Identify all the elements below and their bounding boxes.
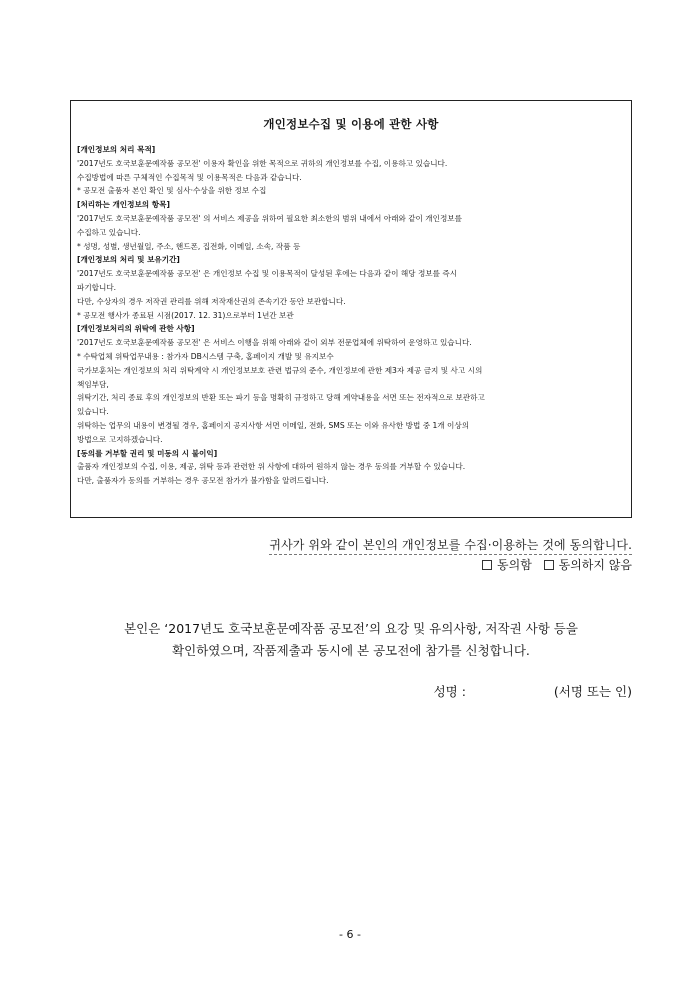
notice-section-heading: [동의를 거부할 권리 및 미동의 시 불이익]	[77, 448, 218, 458]
notice-line: 위탁기간, 처리 종료 후의 개인정보의 반환 또는 파기 등을 명확히 규정하고 당해 계약내용을 서면 또는 전자적으로 보관하고	[77, 393, 485, 403]
notice-line: '2017년도 호국보훈문예작품 공모전' 의 서비스 제공을 위하여 필요한 최소한의 범위 내에서 아래와 같이 개인정보를	[77, 213, 462, 223]
agree-option[interactable]	[482, 558, 532, 572]
signature-row	[434, 682, 632, 700]
notice-line: * 수탁업체 위탁업무내용 : 참가자 DB시스템 구축, 홈페이지 개발 및 유지보수	[77, 351, 334, 361]
notice-line: 위탁하는 업무의 내용이 변경될 경우, 홈페이지 공지사항 서면 이메일, 전화, SMS 또는 이와 유사한 방법 중 1개 이상의	[77, 420, 470, 430]
notice-line: 출품자 개인정보의 수집, 이용, 제공, 위탁 등과 관련한 위 사항에 대하여 원하지 않는 경우 동의를 거부할 수 있습니다.	[77, 462, 466, 472]
disagree-option[interactable]	[544, 558, 632, 572]
notice-line: 다만, 출품자가 동의를 거부하는 경우 공모전 참가가 불가함을 알려드립니다.	[77, 476, 329, 486]
notice-line: * 공모전 출품자 본인 확인 및 심사·수상을 위한 정보 수집	[77, 186, 267, 196]
notice-section-heading: [개인정보의 처리 목적]	[77, 145, 156, 154]
notice-body	[77, 143, 627, 488]
notice-section-heading: [개인정보의 처리 및 보유기간]	[77, 255, 180, 265]
notice-line: 수집하고 있습니다.	[77, 227, 141, 237]
notice-line: 수집방법에 따른 구체적인 수집목적 및 이용목적은 다음과 같습니다.	[77, 172, 302, 182]
notice-line: '2017년도 호국보훈문예작품 공모전' 은 개인정보 수집 및 이용목적이 달성된 후에는 다음과 같이 해당 정보를 즉시	[77, 269, 458, 279]
signature-label: 성명 :	[433, 684, 466, 699]
notice-line: 다만, 수상자의 경우 저작권 관리를 위해 저작재산권의 존속기간 동안 보관합니다.	[77, 296, 346, 306]
disagree-label: 동의하지 않음	[558, 558, 632, 572]
privacy-notice-box	[70, 100, 632, 518]
notice-line: 국가보훈처는 개인정보의 처리 위탁계약 시 개인정보보호 관련 법규의 준수, 개인정보에 관한 제3자 제공 금지 및 사고 시의	[77, 365, 483, 375]
consent-options	[474, 556, 632, 573]
signature-note: (서명 또는 인)	[553, 684, 632, 699]
notice-section-heading: [처리하는 개인정보의 항목]	[77, 200, 170, 210]
notice-line: '2017년도 호국보훈문예작품 공모전' 은 서비스 이행을 위해 아래와 같이 외부 전문업체에 위탁하여 운영하고 있습니다.	[77, 338, 472, 348]
application-line-2: 확인하였으며, 작품제출과 동시에 본 공모전에 참가를 신청합니다.	[172, 643, 530, 658]
notice-line: * 성명, 성별, 생년월일, 주소, 핸드폰, 집전화, 이메일, 소속, 작품 등	[77, 241, 301, 251]
notice-title: 개인정보수집 및 이용에 관한 사항	[263, 117, 439, 131]
notice-section-heading: [개인정보처리의 위탁에 관한 사항]	[77, 324, 195, 334]
agree-label: 동의함	[497, 558, 532, 572]
notice-line: 책임부담,	[77, 379, 109, 389]
disagree-checkbox[interactable]	[544, 560, 554, 570]
agree-checkbox[interactable]	[482, 560, 492, 570]
consent-statement: 귀사가 위와 같이 본인의 개인정보를 수집·이용하는 것에 동의합니다.	[269, 536, 632, 555]
application-line-1: 본인은 ‘2017년도 호국보훈문예작품 공모전’의 요강 및 유의사항, 저작권 사항 등을	[124, 621, 578, 636]
notice-line: * 공모전 행사가 종료된 시점(2017. 12. 31)으로부터 1년간 보관	[77, 310, 294, 320]
page-number: - 6 -	[339, 928, 361, 941]
application-statement	[70, 618, 632, 662]
notice-line: '2017년도 호국보훈문예작품 공모전' 이용자 확인을 위한 목적으로 귀하의 개인정보를 수집, 이용하고 있습니다.	[77, 158, 448, 168]
notice-line: 있습니다.	[77, 407, 109, 417]
notice-line: 파기합니다.	[77, 282, 117, 292]
notice-line: 방법으로 고지하겠습니다.	[77, 434, 163, 444]
